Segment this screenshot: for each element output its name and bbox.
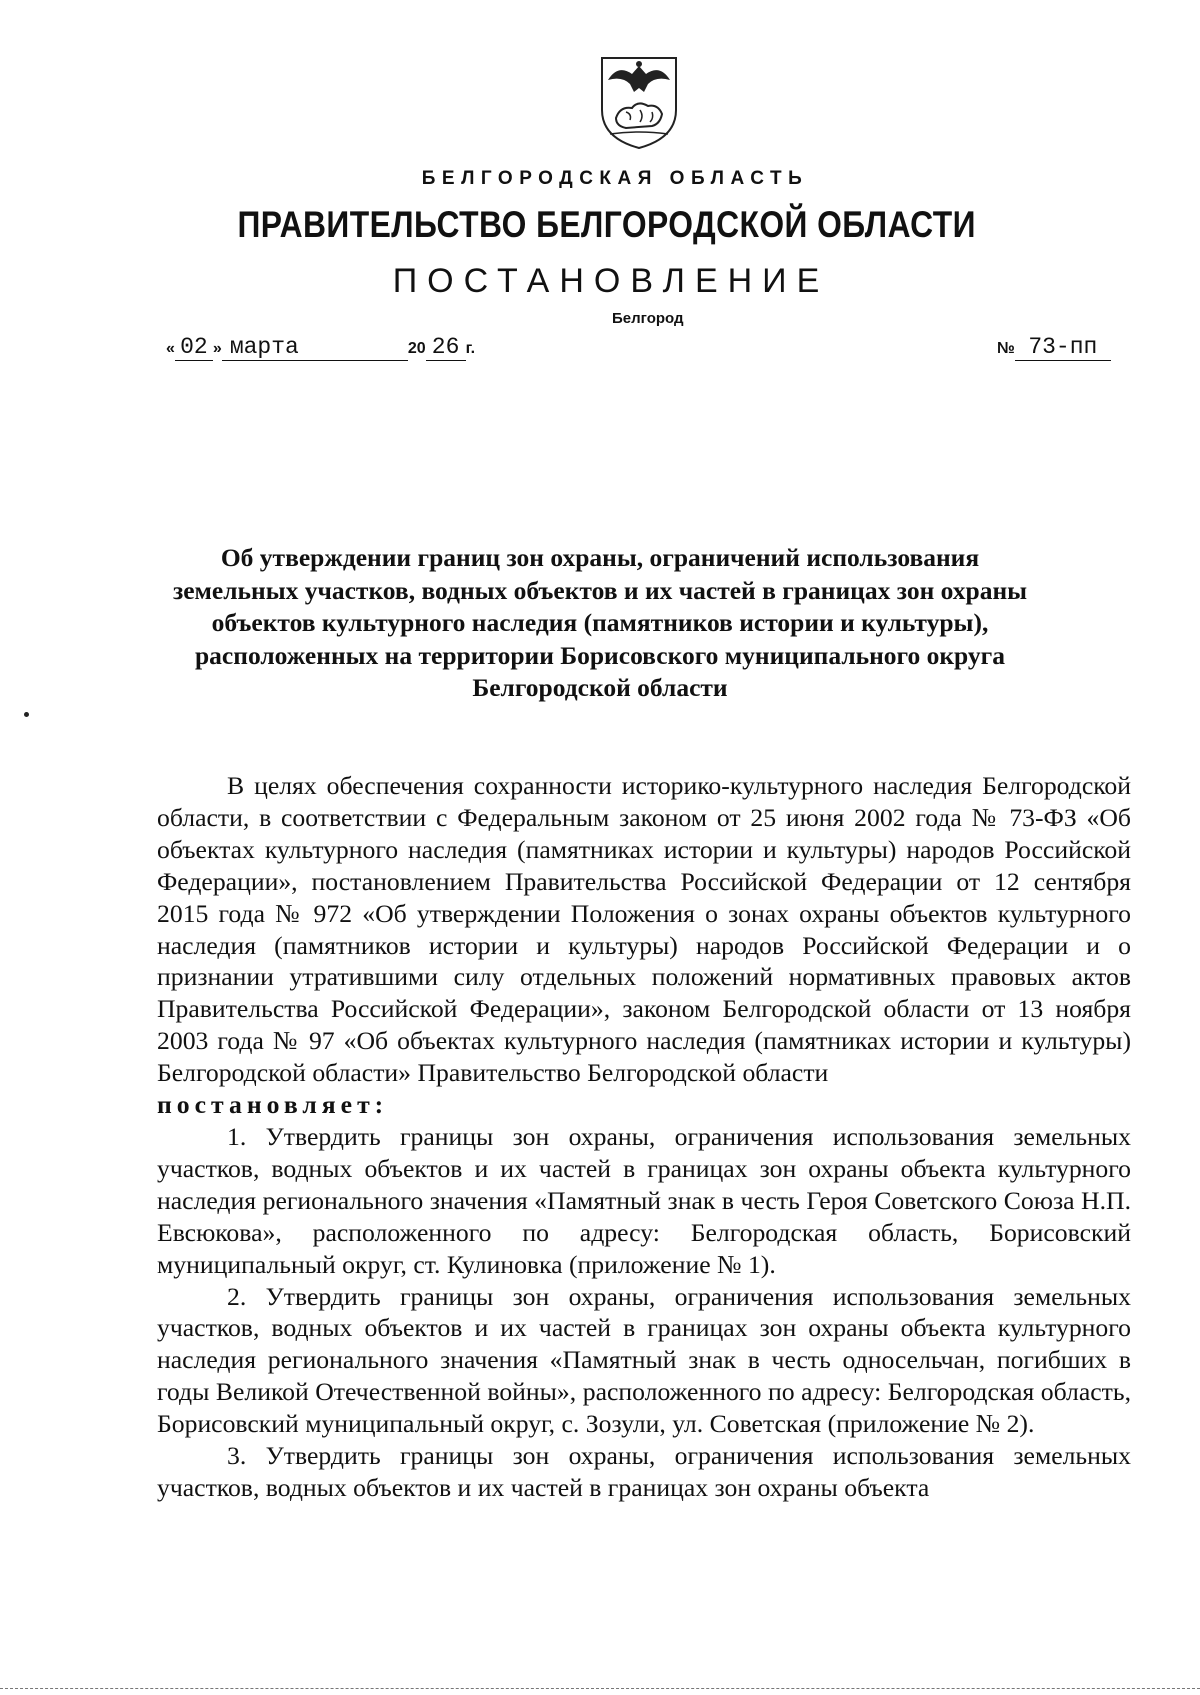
date-day: 02 [175, 334, 213, 361]
date-open-quote: « [166, 340, 175, 357]
title-line: Белгородской области [472, 673, 728, 702]
document-date [166, 334, 475, 361]
page-bottom-edge [0, 1688, 1200, 1689]
document-number [997, 334, 1111, 361]
government-name: ПРАВИТЕЛЬСТВО БЕЛГОРОДСКОЙ ОБЛАСТИ [237, 204, 976, 245]
scan-speck [24, 712, 29, 717]
number-value: 73-пп [1015, 334, 1111, 361]
date-month: марта [222, 334, 408, 361]
date-close-quote: » [212, 340, 222, 357]
document-title [150, 542, 1050, 705]
coat-of-arms-icon [596, 52, 682, 152]
item-paragraph-3: 3. Утвердить границы зон охраны, ограничения использования земельных участков, водных объектов и их частей в границах зон охраны объекта [157, 1441, 1131, 1502]
date-year-prefix: 20 [407, 340, 426, 357]
date-year-abbr: г. [465, 340, 476, 357]
title-line: объектов культурного наследия (памятников истории и культуры), [211, 608, 989, 637]
resolves-keyword: постановляет: [157, 1090, 389, 1120]
item-paragraph-2: 2. Утвердить границы зон охраны, ограничения использования земельных участков, водных объектов и их частей в границах зон охраны объекта культурного наследия регионального значения «Памятный знак в честь односельчан, погибших в годы Великой Отечественной войны», расположенного по адресу: Белгородская область, Борисовский муниципальный округ, с. Зозули, ул. Советская (приложение № 2). [157, 1281, 1131, 1439]
document-type: ПОСТАНОВЛЕНИЕ [392, 262, 830, 300]
item-paragraph-1: 1. Утвердить границы зон охраны, ограничения использования земельных участков, водных объектов и их частей в границах зон охраны объекта культурного наследия регионального значения «Памятный знак в честь Героя Советского Союза Н.П. Евсюкова», расположенного по адресу: Белгородская область, Борисовский муниципальный округ, ст. Кулиновка (приложение № 1). [157, 1121, 1131, 1279]
date-year: 26 [426, 334, 466, 361]
title-line: расположенных на территории Борисовского муниципального округа [195, 640, 1005, 670]
number-label: № [997, 340, 1015, 357]
title-line: Об утверждении границ зон охраны, ограничений использования [220, 543, 980, 572]
document-body [157, 770, 1131, 1504]
intro-paragraph: В целях обеспечения сохранности историко-культурного наследия Белгородской области, в соответствии с Федеральным законом от 25 июня 2002 года № 73-ФЗ «Об объектах культурного наследия (памятниках истории и культуры) народов Российской Федерации», постановлением Правительства Российской Федерации от 12 сентября 2015 года № 972 «Об утверждении Положения о зонах охраны объектов культурного наследия (памятников истории и культуры) народов Российской Федерации и о признании утратившими силу отдельных положений нормативных правовых актов Правительства Российской Федерации», законом Белгородской области от 13 ноября 2003 года № 97 «Об объектах культурного наследия (памятниках истории и культуры) Белгородской области» Правительство Белгородской области [157, 771, 1131, 1088]
city-name: Белгород [612, 310, 684, 327]
title-line: земельных участков, водных объектов и их частей в границах зон охраны [172, 575, 1028, 605]
region-name: БЕЛГОРОДСКАЯ ОБЛАСТЬ [421, 168, 809, 189]
